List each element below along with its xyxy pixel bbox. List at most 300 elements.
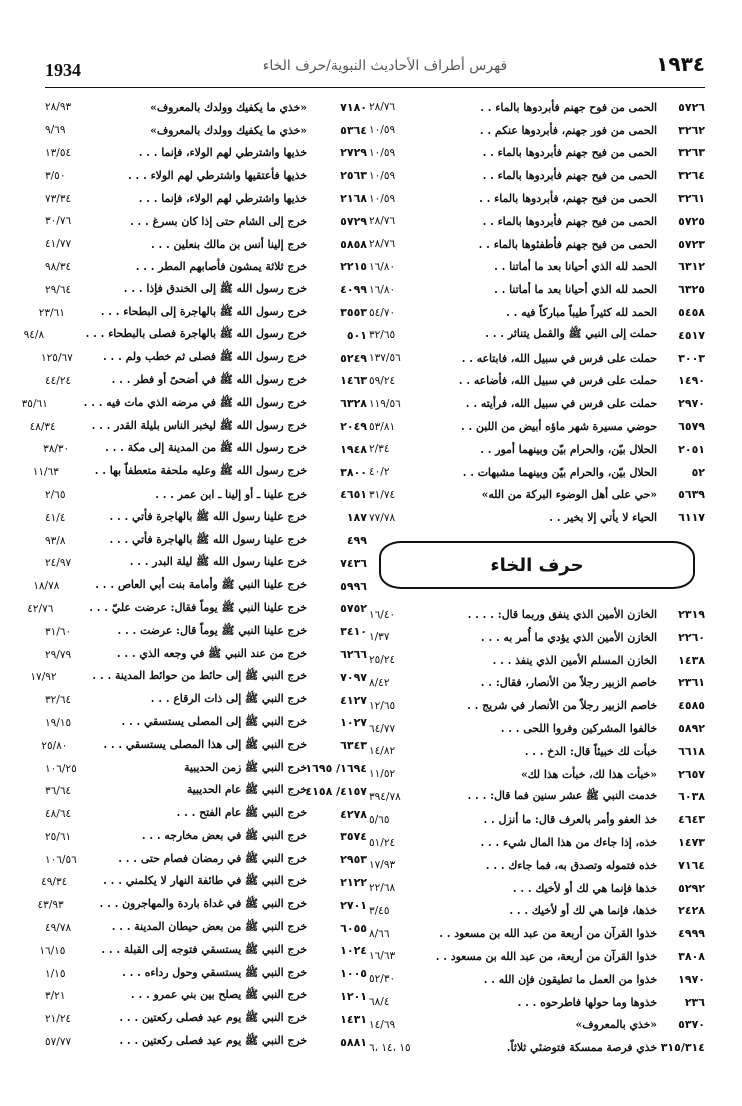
index-entry (45, 484, 367, 507)
hadith-number: ٦٢٦٦ (340, 648, 367, 662)
hadith-number: ١٤٧٣ (678, 836, 705, 849)
index-entry (369, 506, 705, 529)
entries-top (369, 96, 705, 529)
hadith-number: ٦٠٣٨ (678, 790, 705, 804)
book-chapter-ref: ٢١/٢٤ (45, 1013, 72, 1026)
hadith-number: ١٦٩٤/ ١٦٩٥ (305, 762, 367, 775)
book-chapter-ref: ١٠/٥٩ (369, 169, 396, 182)
index-entry (45, 187, 367, 210)
hadith-incipit: حوضي مسيرة شهر ماؤه أبيض من اللبن . . (460, 420, 657, 434)
hadith-incipit: الحمد لله كثيراً طيباً مباركاً فيه . . (506, 306, 657, 320)
book-chapter-ref: ٤٣/٩٣ (37, 899, 64, 912)
book-chapter-ref: ٥٩/٢٤ (369, 374, 396, 387)
hadith-incipit: خرج علينا ـ أو إلينا ـ ابن عمر . . . (155, 488, 307, 502)
hadith-number: ٢٥٦٣ (340, 169, 367, 183)
hadith-number: ١٤٣٨ (678, 653, 705, 667)
index-entry (45, 1031, 367, 1054)
index-entry (369, 210, 705, 233)
book-chapter-ref: ٥/٦٥ (369, 813, 390, 826)
hadith-number: ٥٧٢٥ (678, 214, 705, 228)
hadith-number: ١٨٧ (346, 511, 367, 525)
hadith-incipit: خرج النبي ﷺ إلى المصلى يستسقي . . . (121, 714, 307, 728)
index-entry (45, 985, 367, 1008)
hadith-number: ٤٠٩٩ (340, 283, 367, 297)
index-entry (369, 484, 705, 507)
index-entry (369, 1013, 705, 1036)
hadith-incipit: الخازن الأمين الذي يؤدي ما أُمر به . . . (480, 630, 657, 644)
hadith-incipit: خالفوا المشركين وفروا اللحى . . . (500, 722, 657, 736)
book-chapter-ref: ١٠/٥٩ (369, 146, 396, 159)
index-entry (45, 529, 367, 552)
book-chapter-ref: ٣٥/٦١ (21, 397, 48, 410)
index-entry (45, 96, 367, 119)
book-chapter-ref: ٢٨/٧٦ (369, 238, 396, 251)
book-chapter-ref: ٣٩٤/٧٨ (369, 790, 401, 803)
hadith-incipit: الحلال بيّن، والحرام بيّن وبينهما مشبهات . . (462, 465, 657, 479)
book-chapter-ref: ٣١/٧٤ (369, 488, 396, 501)
hadith-number: ٥٧٢٣ (678, 237, 705, 251)
hadith-number: ٧٤٣٦ (340, 556, 367, 570)
book-chapter-ref: ٥٧/٧٧ (45, 1036, 72, 1049)
index-entry (369, 142, 705, 165)
index-entry (369, 877, 705, 900)
book-chapter-ref: ٣٢/٦٥ (369, 329, 396, 342)
index-entry (45, 826, 367, 849)
book-chapter-ref: ٤١/٤ (45, 511, 66, 524)
book-chapter-ref: ٤١/٧٧ (45, 238, 72, 251)
hadith-incipit: خرج إلى الشام حتى إذا كان بسرغ . . . (129, 214, 307, 228)
hadith-number: ١٤٦٣ (340, 374, 367, 388)
book-chapter-ref: ٤٤/٢٤ (45, 374, 72, 387)
hadith-incipit: خرج رسول الله ﷺ فصلى ثم خطب ولم . . . (103, 350, 307, 364)
index-entry (45, 917, 367, 940)
hadith-number: ٥٣٦٤ (340, 123, 367, 137)
hadith-number: ٥٣٧٠ (678, 1018, 705, 1032)
hadith-incipit: الحمد لله الذي أحيانا بعد ما أماتنا . . (494, 283, 657, 297)
hadith-incipit: خرج النبي ﷺ في طائفة النهار لا يكلمني . . . (103, 874, 307, 888)
hadith-incipit: خرج علينا رسول الله ﷺ بالهاجرة فأتي . . . (109, 532, 307, 546)
book-chapter-ref: ٨/٤٢ (369, 676, 390, 689)
index-entry (369, 922, 705, 945)
index-entry (41, 347, 367, 370)
book-chapter-ref: ٣٠/٧٦ (45, 215, 72, 228)
hadith-number: ٤٥١٧ (678, 328, 705, 342)
index-entry (45, 552, 367, 575)
hadith-number: ٤٥٨٥ (678, 699, 705, 713)
hadith-incipit: الخازن الأمين الذي ينفق وربما قال: . . . . (467, 608, 657, 622)
index-entry (369, 808, 705, 831)
running-title: فهرس أطراف الأحاديث النبوية/حرف الخاء (262, 58, 508, 74)
book-chapter-ref: ١٦/٦٣ (369, 950, 396, 963)
hadith-incipit: خذوا القرآن من أربعة، من عبد الله بن مسعود . . (435, 949, 657, 963)
hadith-incipit: خرج رسول الله ﷺ وعليه ملحفة متعطفاً بها . . (94, 464, 307, 478)
book-chapter-ref: ٩٨/٣٤ (45, 260, 72, 273)
hadith-number: ٢٧٠١ (340, 898, 367, 912)
hadith-number: ٢٢١٥ (340, 260, 367, 274)
index-entry (45, 233, 367, 256)
book-chapter-ref: ١٢/٦٥ (369, 699, 396, 712)
book-chapter-ref: ١٦/٨٠ (369, 260, 396, 273)
hadith-incipit: خذيها واشترطي لهم الولاء، فإنما . . . (138, 192, 307, 206)
index-entry (369, 740, 705, 763)
book-chapter-ref: ١١/٦٣ (32, 466, 59, 479)
hadith-incipit: خرج النبي ﷺ في رمضان فصام حتى . . . (118, 851, 307, 865)
book-chapter-ref: ٧٣/٣٤ (45, 192, 72, 205)
index-entry (45, 620, 367, 643)
hadith-incipit: حملت على فرس في سبيل الله، فابتاعه . . (461, 351, 657, 365)
index-entry (369, 786, 705, 809)
hadith-number: ٥٢ (691, 465, 705, 479)
hadith-number: ١٩٧٠ (678, 972, 705, 986)
index-entry (45, 712, 367, 735)
hadith-incipit: خرج رسول الله ﷺ بالهاجرة إلى البطحاء . . . (100, 304, 307, 318)
index-entry (41, 734, 367, 757)
index-entry (369, 968, 705, 991)
hadith-incipit: خرج النبي ﷺ زمن الحديبية (184, 760, 307, 774)
hadith-number: ٦١١٧ (678, 511, 705, 525)
hadith-incipit: خذوها وما حولها فاطرحوه . . . (517, 995, 657, 1009)
book-chapter-ref: ٣١/٦٠ (45, 625, 72, 638)
hadith-incipit: خذها فإنما هي لك أو لأخيك . . . (512, 881, 657, 895)
hadith-incipit: خبأت لك خبيئاً قال: الدخ . . . (524, 744, 657, 758)
hadith-incipit: خذيها واشترطي لهم الولاء، فإنما . . . (138, 146, 307, 160)
hadith-number: ٧١٨٠ (340, 100, 367, 114)
book-chapter-ref: ٦٨/٤ (369, 996, 390, 1009)
hadith-number: ١٠٢٤ (340, 944, 367, 958)
hadith-number: ٣٥٧٤ (340, 830, 367, 844)
hadith-number: ١٤٣١ (340, 1012, 367, 1026)
hadith-incipit: الحمى من فيح جهنم فأبردوها بالماء . . (482, 169, 657, 183)
book-chapter-ref: ٣٢/٦٤ (45, 694, 72, 707)
hadith-number: ٥٧٢٩ (340, 214, 367, 228)
index-entry (45, 643, 367, 666)
book-chapter-ref: ١٣/٥٤ (45, 146, 72, 159)
index-entry (41, 871, 367, 894)
index-entry (369, 278, 705, 301)
hadith-number: ١٠٢٧ (340, 716, 367, 730)
book-chapter-ref: ٢٨/٧٦ (369, 215, 396, 228)
book-chapter-ref: ٤٩/٧٨ (45, 922, 72, 935)
index-entry (369, 324, 705, 347)
hadith-number: ٦٣٤٣ (340, 739, 367, 753)
hadith-incipit: خذه، إذا جاءك من هذا المال شيء . . . (480, 836, 657, 849)
index-entry (369, 945, 705, 968)
index-entry (29, 415, 367, 438)
book-chapter-ref: ٣/٤٥ (369, 904, 390, 917)
entries-bottom (369, 603, 705, 1059)
book-chapter-ref: ١١٩/٥٦ (369, 397, 401, 410)
hadith-incipit: خرج النبي ﷺ عام الفتح . . . (176, 806, 307, 820)
index-entry (45, 256, 367, 279)
hadith-number: ١٤٩٠ (678, 374, 705, 388)
hadith-number: ٣٤١٠ (340, 625, 367, 639)
index-entry (45, 780, 367, 803)
book-chapter-ref: ٣/٥٠ (45, 169, 66, 182)
hadith-incipit: خرج النبي ﷺ يستسقي وحول رداءه . . . (122, 965, 307, 979)
hadith-number: ٣٢٦٤ (678, 169, 705, 183)
hadith-incipit: الحمى من فوح جهنم فأبردوها بالماء . . (480, 100, 657, 114)
hadith-number: ٣٨٠٨ (678, 949, 705, 963)
hadith-number: ١٠٠٥ (340, 967, 367, 981)
book-chapter-ref: ٤٩/٣٤ (41, 876, 68, 889)
hadith-incipit: «خذي ما يكفيك وولدك بالمعروف» (150, 123, 307, 137)
index-entry (369, 717, 705, 740)
hadith-incipit: الخازن المسلم الأمين الذي ينفذ . . . (492, 653, 657, 667)
book-chapter-ref: ١٧/٩٢ (30, 671, 57, 684)
hadith-incipit: خرج النبي ﷺ يصلح بين بني عمرو . . . (130, 988, 307, 1002)
hadith-number: ٤٢٧٨ (340, 807, 367, 821)
book-chapter-ref: ٢/٣٤ (369, 443, 390, 456)
hadith-number: ٥٠١ (346, 328, 367, 342)
hadith-incipit: خرج النبي ﷺ إلى ذات الرقاع . . . (150, 692, 307, 706)
hadith-number: ٦٣٢٨ (340, 397, 367, 411)
hadith-incipit: خذوا القرآن من أربعة من عبد الله بن مسعود . . (439, 927, 657, 941)
book-chapter-ref: ١٥ ،١٤ ،٦ (369, 1041, 411, 1054)
hadith-incipit: الحمى من فيح جهنم فأطفئوها بالماء . . (478, 237, 657, 251)
index-entry (45, 1008, 367, 1031)
index-entry (369, 626, 705, 649)
index-entry (30, 666, 367, 689)
book-chapter-ref: ١٠٦/٥٦ (45, 853, 77, 866)
right-column (369, 96, 705, 1059)
index-entry (45, 370, 367, 393)
hadith-number: ٥٩٩٦ (340, 579, 367, 593)
hadith-number: ١٢٠١ (340, 989, 367, 1003)
hadith-number: ٥٧٥٢ (340, 602, 367, 616)
entries-left (21, 96, 367, 1053)
hadith-number: ٢٤٢٨ (678, 904, 705, 918)
hadith-incipit: حملت إلى النبي ﷺ والقمل يتناثر . . . (485, 327, 657, 341)
index-entry (369, 1036, 705, 1059)
hadith-incipit: خذه فتموله وتصدق به، فما جاءك . . . (485, 858, 657, 872)
index-entry (369, 392, 705, 415)
index-entry (45, 210, 367, 233)
hadith-incipit: الحمى من فيح جهنم فأبردوها بالماء . . (482, 214, 657, 228)
index-entry (369, 347, 705, 370)
index-entry (369, 900, 705, 923)
hadith-number: ٢٦٥٧ (678, 767, 705, 781)
index-entry (45, 848, 367, 871)
hadith-incipit: خرج النبي ﷺ عام الحديبية (186, 783, 307, 797)
hadith-number: ٧٠٩٧ (340, 670, 367, 684)
hadith-number: ٥٨٩٢ (678, 722, 705, 736)
hadith-incipit: خرج النبي ﷺ يوم عيد فصلى ركعتين . . . (119, 1011, 307, 1025)
index-entry (45, 119, 367, 142)
section-heading: حرف الخاء (379, 541, 695, 589)
book-chapter-ref: ١٦/١٥ (39, 944, 66, 957)
book-chapter-ref: ٢٥/٢٤ (369, 654, 396, 667)
book-chapter-ref: ٢٨/٧٦ (369, 101, 396, 114)
index-entry (45, 803, 367, 826)
index-entry (369, 763, 705, 786)
hadith-incipit: خاصم الزبير رجلاً من الأنصار في شريج . . (467, 699, 657, 713)
book-chapter-ref: ٩٤/٨ (23, 329, 45, 342)
index-entry (45, 142, 367, 165)
index-entry (45, 438, 367, 461)
index-entry (369, 831, 705, 854)
hadith-incipit: خذ العفو وأمر بالعرف قال: ما أنزل . . (483, 813, 657, 827)
hadith-incipit: خذيها فأعتقيها واشترطي لهم الولاء . . . (128, 169, 307, 183)
hadith-number: ٢١٦٨ (340, 192, 367, 206)
hadith-number: ٥٦٣٩ (678, 488, 705, 502)
book-chapter-ref: ١٦/٤٠ (369, 608, 396, 621)
hadith-number: ٤٩٩ (346, 534, 367, 548)
book-chapter-ref: ١٧/٩٣ (369, 859, 396, 872)
book-chapter-ref: ٣٦/٦٤ (45, 785, 72, 798)
hadith-number: ٤١٢٧ (340, 693, 367, 707)
hadith-incipit: خرج النبي ﷺ إلى حائط من حوائط المدينة . . . (92, 669, 307, 683)
hadith-number: ٣٢٦٢ (678, 123, 705, 137)
hadith-incipit: الحلال بيّن، والحرام بيّن وبينهما أمور . . (480, 442, 657, 456)
index-entry (369, 694, 705, 717)
hadith-incipit: الحمى من فور جهنم، فأبردوها عنكم . . (479, 123, 657, 137)
hadith-number: ٥٢٤٩ (340, 351, 367, 365)
book-chapter-ref: ٢٣/٦١ (38, 306, 65, 319)
hadith-incipit: الحياء لا يأتي إلا بخير . . (549, 511, 657, 525)
page-number-latin: 1934 (45, 60, 81, 80)
hadith-number: ٧١٦٤ (678, 858, 705, 872)
index-entry (369, 370, 705, 393)
page-number-arabic: ١٩٣٤ (656, 52, 705, 76)
index-entry (369, 854, 705, 877)
hadith-number: ٢٣٦ (684, 995, 705, 1009)
book-chapter-ref: ٢٥/٦١ (45, 830, 72, 843)
book-chapter-ref: ٢٩/٦٤ (45, 283, 72, 296)
book-chapter-ref: ١/٣٧ (369, 631, 390, 644)
book-chapter-ref: ٤٢/٧٦ (27, 602, 54, 615)
hadith-number: ٦٣٢٥ (678, 283, 705, 297)
hadith-number: ٢٣٦١ (678, 676, 705, 690)
hadith-incipit: خدمت النبي ﷺ عشر سنين فما قال: . . . (467, 788, 657, 802)
book-chapter-ref: ٣٨/٣٠ (43, 443, 70, 456)
book-chapter-ref: ٦٤/٧٧ (369, 722, 396, 735)
hadith-number: ٤٦٥١ (340, 488, 367, 502)
index-entry (37, 894, 367, 917)
hadith-number: ٣٢٦٣ (678, 146, 705, 160)
index-entry (369, 438, 705, 461)
book-chapter-ref: ٢٤/٩٧ (45, 557, 72, 570)
hadith-incipit: خرج النبي ﷺ في بعض مخارجه . . . (141, 828, 307, 842)
index-entry (369, 164, 705, 187)
index-entry (45, 278, 367, 301)
hadith-number: ٦٥٧٩ (678, 420, 705, 434)
index-entry (369, 461, 705, 484)
hadith-incipit: خذوا من العمل ما تطيقون فإن الله . . (483, 972, 657, 986)
hadith-incipit: خرج رسول الله ﷺ في أضحىً أو فطر . . . (111, 372, 307, 386)
hadith-incipit: حملت على فرس في سبيل الله، فرأيته . . (465, 397, 657, 411)
hadith-incipit: حملت على فرس في سبيل الله، فأضاعه . . (458, 374, 657, 388)
book-chapter-ref: ١/١٥ (45, 967, 66, 980)
book-chapter-ref: ٢٨/٩٣ (45, 101, 72, 114)
hadith-number: ٢٠٤٩ (340, 420, 367, 434)
hadith-number: ٢٩٥٣ (340, 853, 367, 867)
index-entry (33, 575, 367, 598)
book-chapter-ref: ١٠/٥٩ (369, 192, 396, 205)
book-chapter-ref: ٨/٦٦ (369, 927, 390, 940)
book-chapter-ref: ١٩/١٥ (45, 716, 72, 729)
hadith-number: ٢٩٧٠ (678, 397, 705, 411)
index-entry (369, 96, 705, 119)
index-entry (369, 119, 705, 142)
book-chapter-ref: ٢/٦٥ (45, 488, 66, 501)
book-chapter-ref: ١٤/٦٩ (369, 1018, 396, 1031)
book-chapter-ref: ٤٨/٣٤ (29, 420, 56, 433)
book-chapter-ref: ٥٣/٨١ (369, 420, 396, 433)
index-entry (369, 991, 705, 1014)
book-chapter-ref: ٥٤/٧٠ (369, 306, 396, 319)
hadith-incipit: خرج النبي ﷺ يوم عيد فصلى ركعتين . . . (119, 1034, 307, 1048)
book-chapter-ref: ٢٥/٨٠ (41, 739, 68, 752)
book-chapter-ref: ١٤/٨٢ (369, 745, 396, 758)
book-chapter-ref: ٩/٦٩ (45, 124, 66, 137)
index-entry (45, 689, 367, 712)
book-chapter-ref: ٢٢/٦٨ (369, 882, 396, 895)
hadith-incipit: الحمى من فيح جهنم، فأبردوها بالماء . . (479, 192, 657, 206)
index-entry (369, 649, 705, 672)
index-entry (27, 598, 367, 621)
book-chapter-ref: ٩٣/٨ (45, 534, 66, 547)
index-entry (369, 233, 705, 256)
book-chapter-ref: ١٢٥/٦٧ (41, 352, 73, 365)
hadith-number: ٤٦٤٣ (678, 813, 705, 827)
hadith-incipit: خاصم الزبير رجلاً من الأنصار، فقال: . . (480, 676, 657, 690)
book-chapter-ref: ١٨/٧٨ (33, 580, 60, 593)
hadith-incipit: خرج علينا رسول الله ﷺ ليلة البدر . . . (129, 555, 307, 569)
index-entry (45, 506, 367, 529)
index-entry (369, 301, 705, 324)
index-entry (369, 415, 705, 438)
hadith-number: ١٩٤٨ (340, 442, 367, 456)
index-entry (32, 461, 367, 484)
hadith-number: ٥٨٨١ (340, 1035, 367, 1049)
hadith-number: ٢١٢٢ (340, 875, 367, 889)
hadith-incipit: «خذي بالمعروف» (575, 1018, 657, 1032)
book-chapter-ref: ٤٠/٢ (369, 466, 390, 479)
hadith-number: ٥٧٢٦ (678, 100, 705, 114)
book-chapter-ref: ٧٧/٧٨ (369, 511, 396, 524)
hadith-incipit: خرج رسول الله ﷺ بالهاجرة فصلى بالبطحاء . . . (85, 327, 307, 341)
hadith-incipit: «حي على أهل الوضوء البركة من الله» (481, 488, 657, 502)
hadith-incipit: خرج علينا النبي ﷺ يوماً فقال: عرضت عليّ . . . (89, 600, 307, 614)
hadith-incipit: خرج رسول الله ﷺ من المدينة إلى مكة . . . (105, 441, 307, 455)
hadith-number: ٣١٥/٣١٤ (660, 1041, 705, 1055)
header-rule (45, 87, 705, 88)
book-chapter-ref: ٥١/٢٤ (369, 836, 396, 849)
hadith-number: ٣٠٠٣ (678, 351, 705, 365)
index-entry (369, 603, 705, 626)
index-entry (21, 392, 367, 415)
index-entry (369, 187, 705, 210)
book-chapter-ref: ١١/٥٢ (369, 768, 396, 781)
hadith-number: ٤٩٩٩ (678, 927, 705, 941)
hadith-number: ٦٠٥٥ (340, 921, 367, 935)
index-entry (38, 301, 367, 324)
hadith-number: ٢٢٦٠ (678, 630, 705, 644)
hadith-number: ٤١٥٧/ ٤١٥٨ (305, 784, 367, 798)
hadith-number: ٦٦١٨ (678, 744, 705, 758)
book-chapter-ref: ٤٨/٦٤ (45, 808, 72, 821)
hadith-number: ٢٧٢٩ (340, 146, 367, 160)
hadith-incipit: «خذي ما يكفيك وولدك بالمعروف» (150, 100, 307, 114)
hadith-number: ٥٤٥٨ (678, 306, 705, 320)
hadith-number: ٣٥٥٣ (340, 306, 367, 320)
index-entry (45, 962, 367, 985)
book-chapter-ref: ٢٩/٧٩ (45, 648, 72, 661)
hadith-incipit: «خبأت هذا لك، خبأت هذا لك» (520, 767, 657, 781)
index-entry (39, 939, 367, 962)
index-entry (369, 672, 705, 695)
hadith-incipit: خذي فرصة ممسكة فتوضئي ثلاثاً. (506, 1041, 657, 1055)
